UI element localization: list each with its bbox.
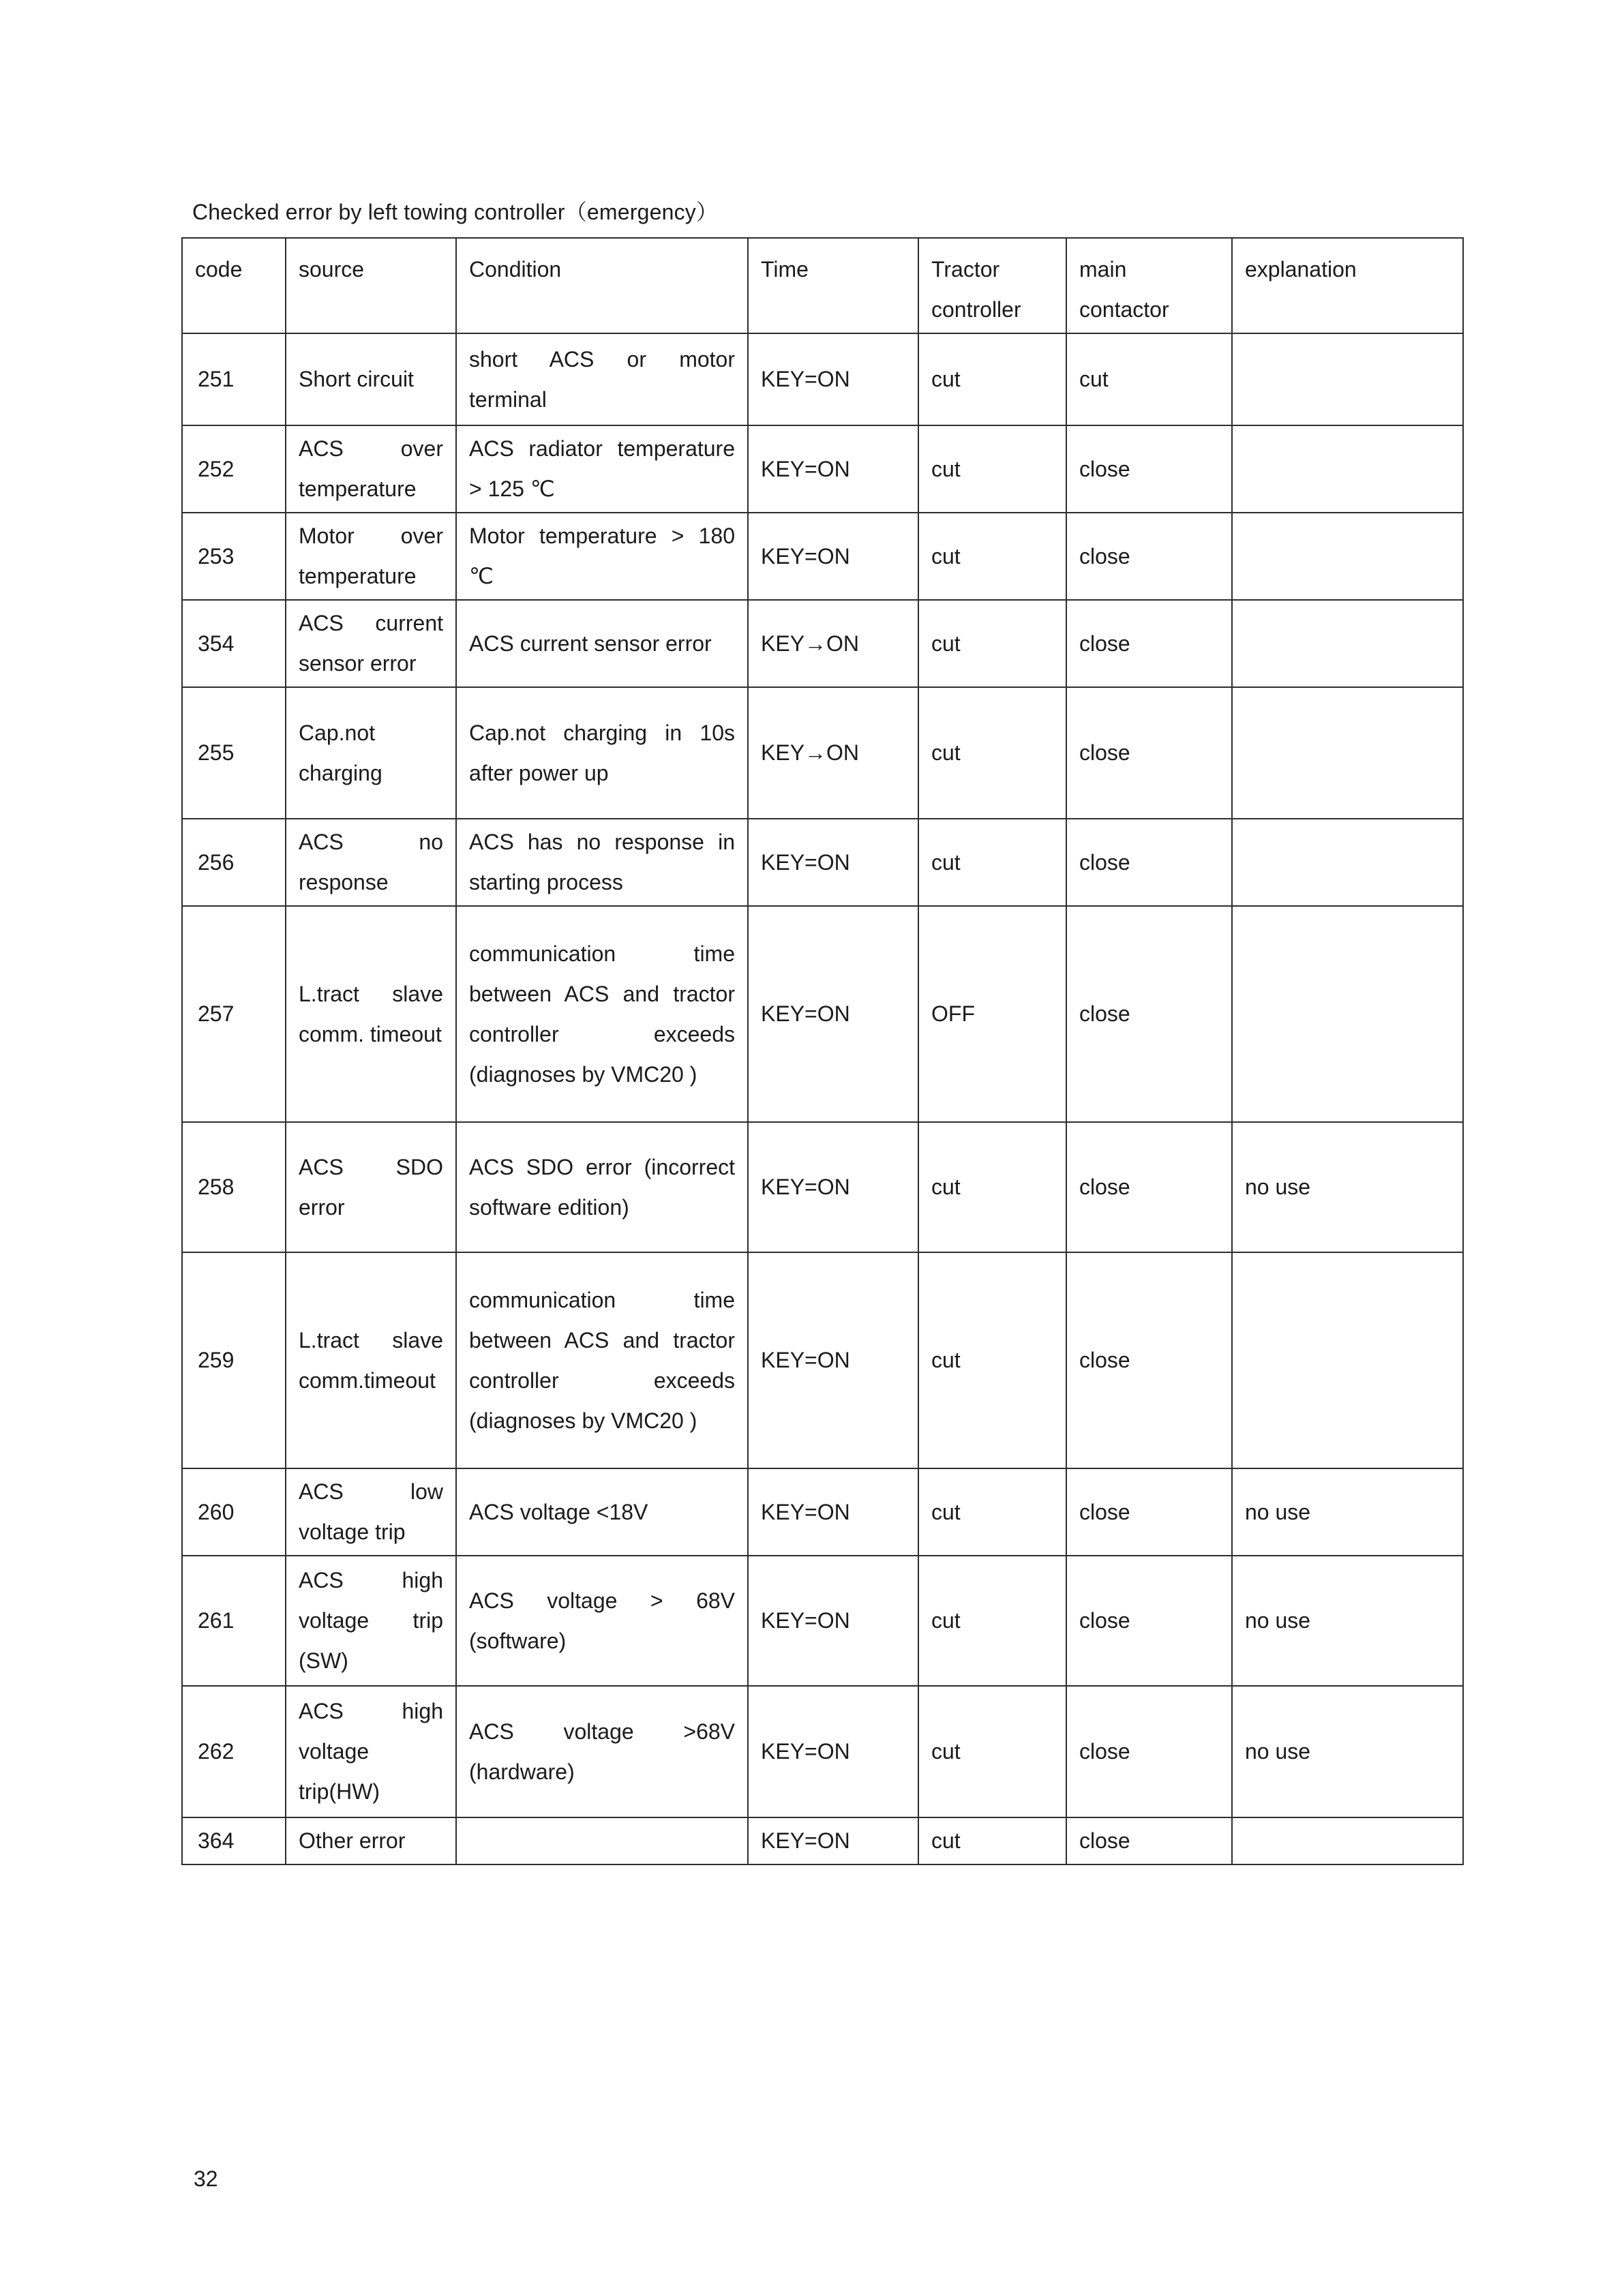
cell-time: KEY=ON (748, 906, 918, 1122)
cell-time: KEY=ON (748, 333, 918, 425)
cell-source: Short circuit (286, 333, 456, 425)
cell-explanation (1232, 333, 1463, 425)
table-row (182, 513, 1463, 600)
cell-tractor-controller: cut (918, 1817, 1066, 1864)
cell-code: 354 (182, 600, 286, 687)
cell-source: L.tract slave comm.timeout (286, 1252, 456, 1468)
cell-explanation (1232, 425, 1463, 513)
table-row (182, 1468, 1463, 1556)
cell-condition: ACS voltage > 68V (software) (456, 1556, 748, 1686)
cell-code: 253 (182, 513, 286, 600)
cell-time: KEY=ON (748, 1556, 918, 1686)
column-header-explanation: explanation (1232, 238, 1463, 333)
cell-main-contactor: close (1066, 819, 1232, 906)
column-header-time: Time (748, 238, 918, 333)
column-header-tractor-controller: Tractor controller (918, 238, 1066, 333)
column-header-condition: Condition (456, 238, 748, 333)
cell-source: Cap.not charging (286, 687, 456, 819)
cell-explanation: no use (1232, 1556, 1463, 1686)
cell-code: 251 (182, 333, 286, 425)
cell-source: ACS high voltage trip (SW) (286, 1556, 456, 1686)
cell-tractor-controller: cut (918, 687, 1066, 819)
cell-source: ACS over temperature (286, 425, 456, 513)
cell-main-contactor: close (1066, 1817, 1232, 1864)
cell-condition: communication time between ACS and tractor controller exceeds (diagnoses by VMC20 ) (456, 906, 748, 1122)
table-row (182, 819, 1463, 906)
cell-main-contactor: close (1066, 1122, 1232, 1252)
cell-code: 260 (182, 1468, 286, 1556)
cell-explanation (1232, 906, 1463, 1122)
cell-condition (456, 1817, 748, 1864)
cell-condition: Motor temperature > 180 ℃ (456, 513, 748, 600)
cell-main-contactor: cut (1066, 333, 1232, 425)
table-row (182, 1556, 1463, 1686)
cell-code: 257 (182, 906, 286, 1122)
cell-condition: ACS radiator temperature > 125 ℃ (456, 425, 748, 513)
table-row (182, 600, 1463, 687)
cell-condition: ACS has no response in starting process (456, 819, 748, 906)
cell-explanation (1232, 513, 1463, 600)
cell-code: 262 (182, 1686, 286, 1817)
cell-source: ACS current sensor error (286, 600, 456, 687)
cell-explanation: no use (1232, 1122, 1463, 1252)
cell-condition: ACS voltage >68V (hardware) (456, 1686, 748, 1817)
cell-explanation: no use (1232, 1468, 1463, 1556)
cell-main-contactor: close (1066, 1686, 1232, 1817)
cell-time: KEY→ON (748, 687, 918, 819)
cell-source: ACS SDO error (286, 1122, 456, 1252)
column-header-code: code (182, 238, 286, 333)
cell-code: 261 (182, 1556, 286, 1686)
cell-source: L.tract slave comm. timeout (286, 906, 456, 1122)
cell-condition: communication time between ACS and tractor controller exceeds (diagnoses by VMC20 ) (456, 1252, 748, 1468)
cell-time: KEY=ON (748, 1817, 918, 1864)
cell-main-contactor: close (1066, 1556, 1232, 1686)
table-row (182, 906, 1463, 1122)
cell-time: KEY→ON (748, 600, 918, 687)
cell-tractor-controller: cut (918, 333, 1066, 425)
cell-tractor-controller: cut (918, 513, 1066, 600)
cell-tractor-controller: cut (918, 425, 1066, 513)
table-row (182, 687, 1463, 819)
cell-time: KEY=ON (748, 1122, 918, 1252)
cell-time: KEY=ON (748, 819, 918, 906)
cell-tractor-controller: cut (918, 1468, 1066, 1556)
cell-main-contactor: close (1066, 687, 1232, 819)
cell-time: KEY=ON (748, 1686, 918, 1817)
cell-main-contactor: close (1066, 1252, 1232, 1468)
cell-condition: ACS voltage <18V (456, 1468, 748, 1556)
cell-code: 364 (182, 1817, 286, 1864)
table-row (182, 333, 1463, 425)
cell-condition: ACS current sensor error (456, 600, 748, 687)
table-row (182, 425, 1463, 513)
page-title: Checked error by left towing controller（emergency） (192, 200, 719, 224)
cell-code: 258 (182, 1122, 286, 1252)
column-header-main-contactor: main contactor (1066, 238, 1232, 333)
cell-time: KEY=ON (748, 513, 918, 600)
cell-condition: ACS SDO error (incorrect software edition) (456, 1122, 748, 1252)
error-code-table (181, 237, 1464, 1865)
cell-tractor-controller: cut (918, 600, 1066, 687)
cell-code: 255 (182, 687, 286, 819)
cell-code: 252 (182, 425, 286, 513)
cell-main-contactor: close (1066, 513, 1232, 600)
table-row (182, 1252, 1463, 1468)
cell-source: ACS low voltage trip (286, 1468, 456, 1556)
cell-tractor-controller: cut (918, 1686, 1066, 1817)
cell-source: ACS high voltage trip(HW) (286, 1686, 456, 1817)
cell-source: Other error (286, 1817, 456, 1864)
cell-explanation (1232, 600, 1463, 687)
cell-explanation (1232, 1252, 1463, 1468)
cell-main-contactor: close (1066, 906, 1232, 1122)
cell-explanation: no use (1232, 1686, 1463, 1817)
cell-tractor-controller: OFF (918, 906, 1066, 1122)
cell-tractor-controller: cut (918, 819, 1066, 906)
column-header-source: source (286, 238, 456, 333)
table-row (182, 1686, 1463, 1817)
cell-time: KEY=ON (748, 1468, 918, 1556)
cell-main-contactor: close (1066, 425, 1232, 513)
table-body (182, 333, 1463, 1864)
cell-main-contactor: close (1066, 1468, 1232, 1556)
cell-condition: short ACS or motor terminal (456, 333, 748, 425)
table-row (182, 1817, 1463, 1864)
cell-tractor-controller: cut (918, 1122, 1066, 1252)
cell-explanation (1232, 819, 1463, 906)
cell-time: KEY=ON (748, 425, 918, 513)
cell-source: ACS no response (286, 819, 456, 906)
cell-code: 256 (182, 819, 286, 906)
table-head-row (182, 238, 1463, 333)
cell-explanation (1232, 687, 1463, 819)
cell-main-contactor: close (1066, 600, 1232, 687)
cell-code: 259 (182, 1252, 286, 1468)
cell-explanation (1232, 1817, 1463, 1864)
cell-time: KEY=ON (748, 1252, 918, 1468)
page-number: 32 (194, 2166, 218, 2191)
cell-tractor-controller: cut (918, 1556, 1066, 1686)
cell-condition: Cap.not charging in 10s after power up (456, 687, 748, 819)
table-row (182, 1122, 1463, 1252)
cell-source: Motor over temperature (286, 513, 456, 600)
cell-tractor-controller: cut (918, 1252, 1066, 1468)
